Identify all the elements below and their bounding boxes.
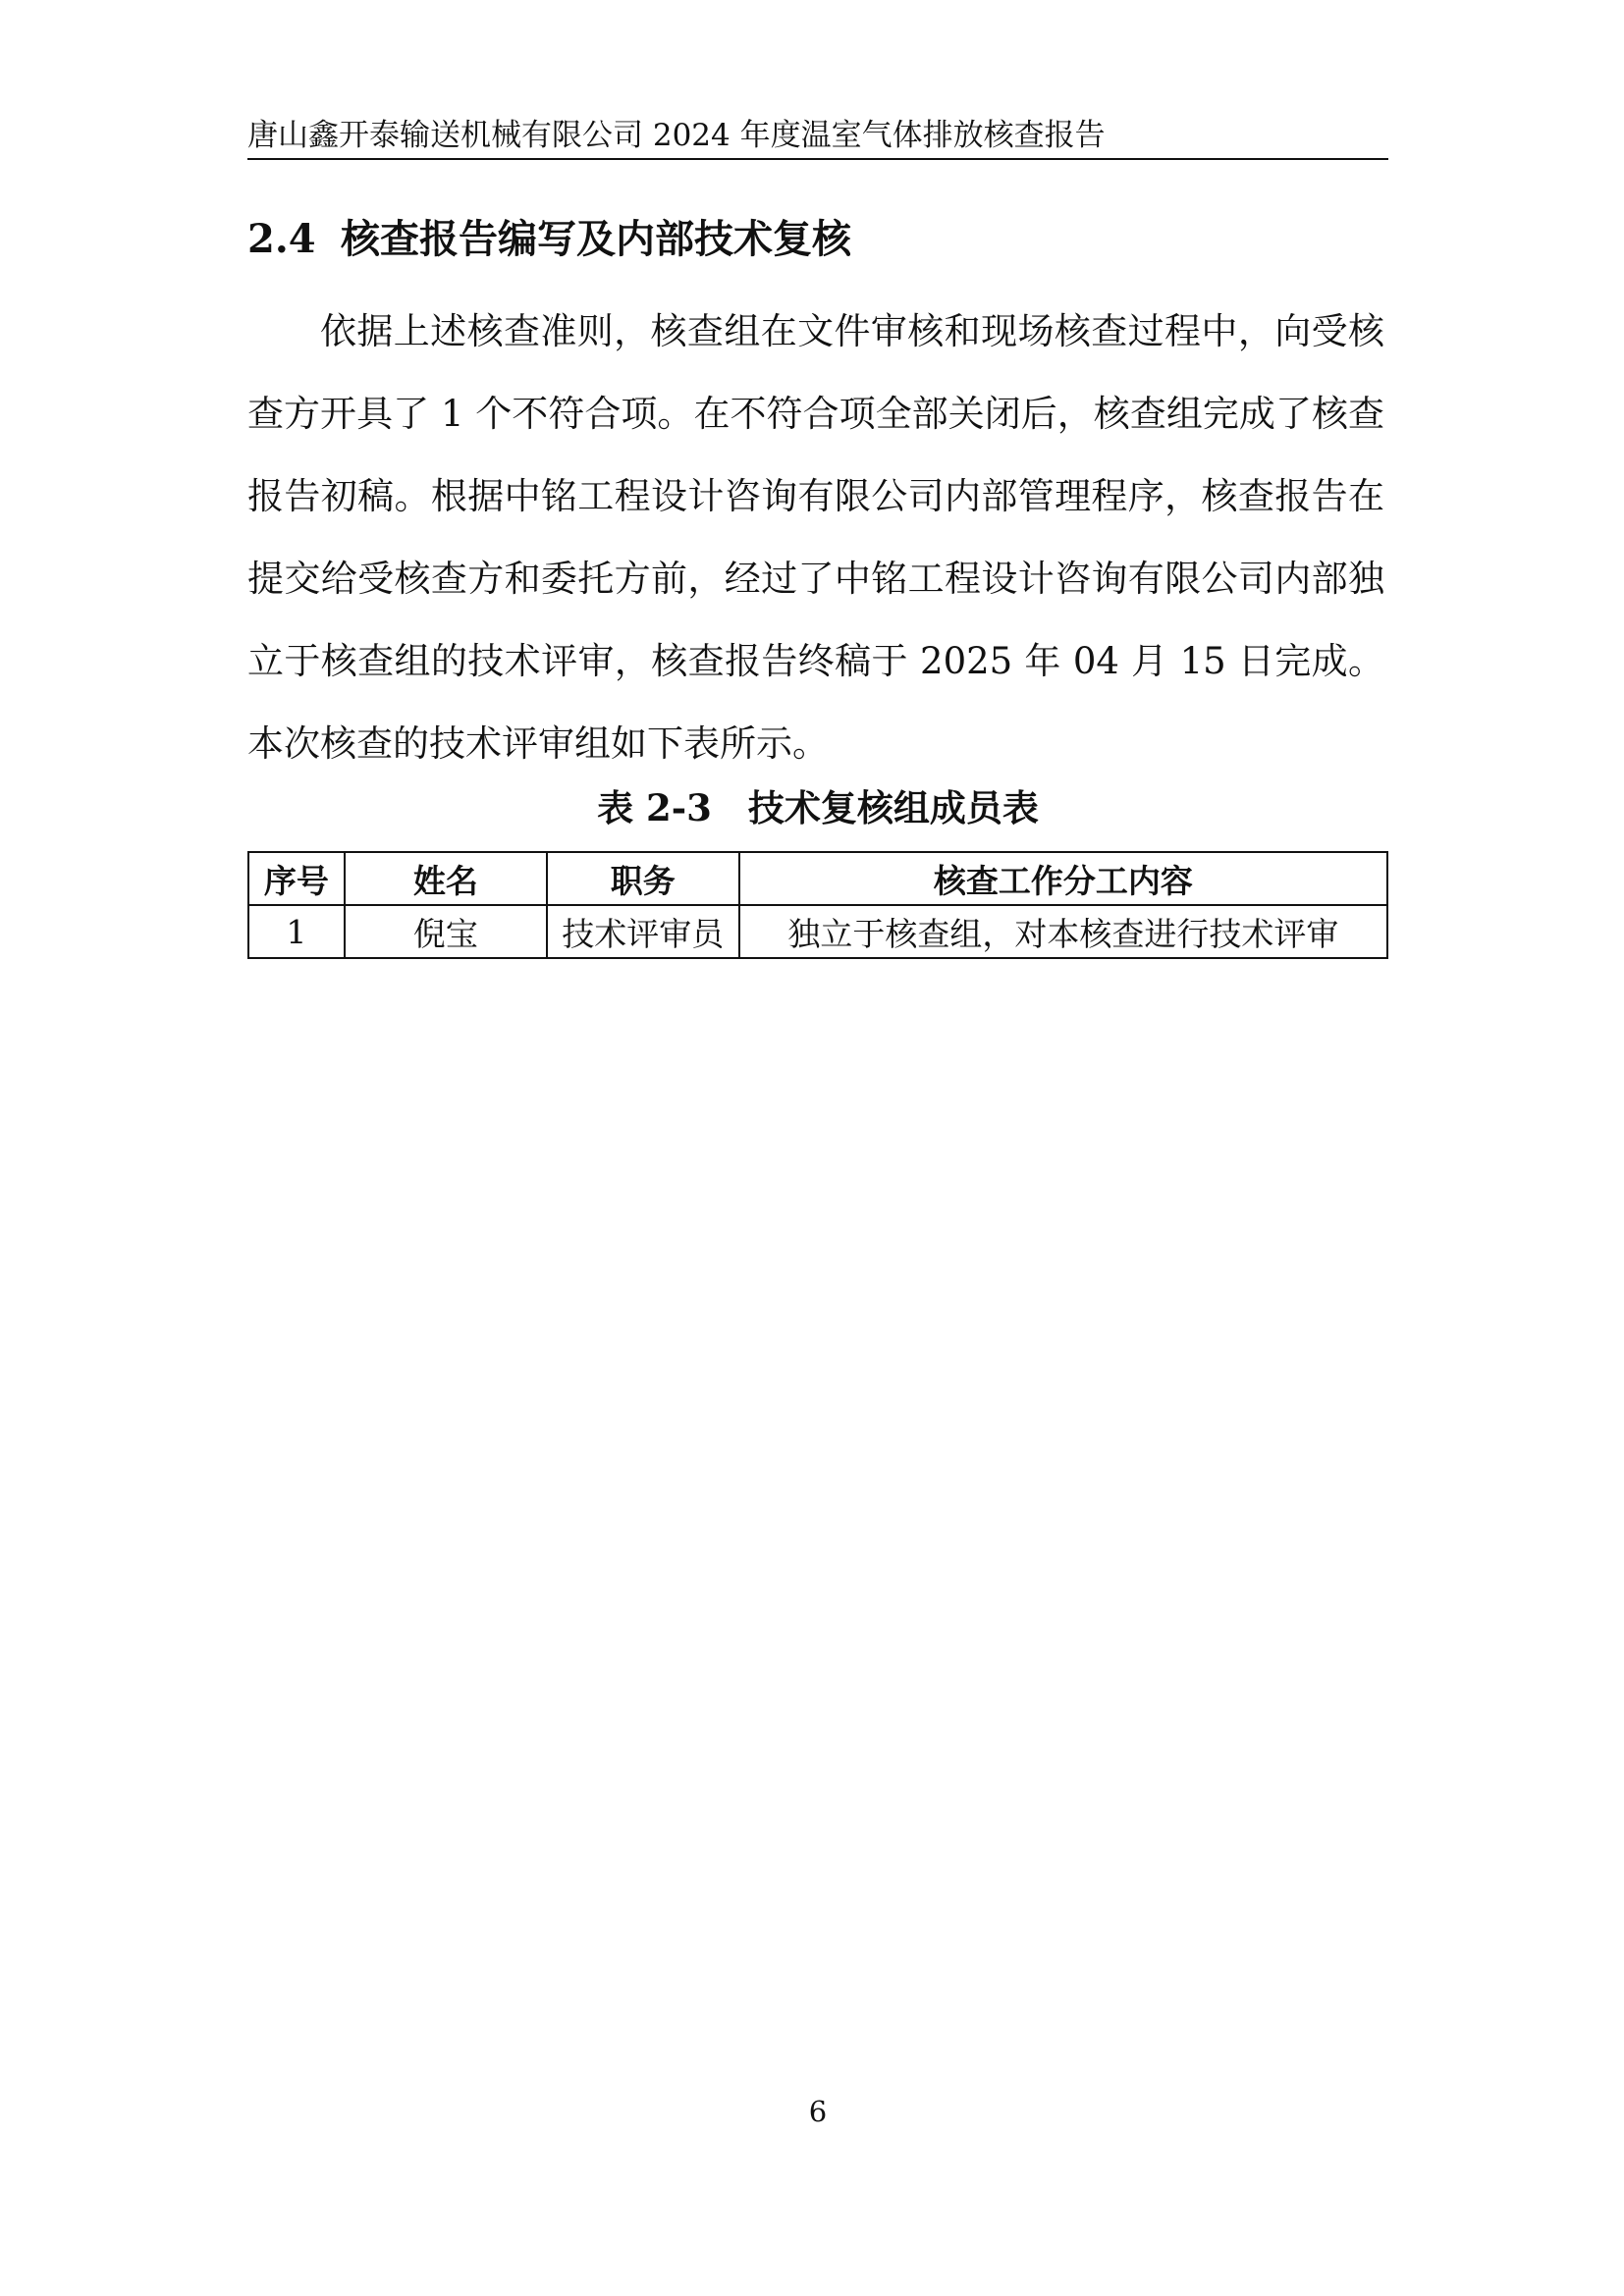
cell-index: 1 xyxy=(248,905,345,958)
column-header-name: 姓名 xyxy=(345,852,547,905)
section-title: 核查报告编写及内部技术复核 xyxy=(341,216,851,262)
page-number: 6 xyxy=(808,2095,828,2128)
header-divider xyxy=(247,158,1388,160)
cell-position: 技术评审员 xyxy=(547,905,739,958)
column-header-duty: 核查工作分工内容 xyxy=(739,852,1387,905)
table-header-row xyxy=(248,852,1387,905)
section-number: 2.4 xyxy=(247,216,316,262)
running-header: 唐山鑫开泰输送机械有限公司 2024 年度温室气体排放核查报告 xyxy=(247,118,1106,153)
table-row xyxy=(248,905,1387,958)
cell-duty: 独立于核查组，对本核查进行技术评审 xyxy=(739,905,1387,958)
table-caption: 表 2-3 技术复核组成员表 xyxy=(597,786,1039,829)
cell-name: 倪宝 xyxy=(345,905,547,958)
body-paragraph: 依据上述核查准则，核查组在文件审核和现场核查过程中，向受核查方开具了 1 个不符合项。在不符合项全部关闭后，核查组完成了核查报告初稿。根据中铭工程设计咨询有限公司内部管理程序，核查报告在提交给受核查方和委托方前，经过了中铭工程设计咨询有限公司内部独立于核查组的技术评审，核查报告终稿于 2025 年 04 月 15 日完成。本次核查的技术评审组如下表所示。 xyxy=(247,310,1384,765)
section-heading xyxy=(247,212,851,267)
column-header-position: 职务 xyxy=(547,852,739,905)
review-team-table xyxy=(247,851,1388,959)
column-header-index: 序号 xyxy=(248,852,345,905)
